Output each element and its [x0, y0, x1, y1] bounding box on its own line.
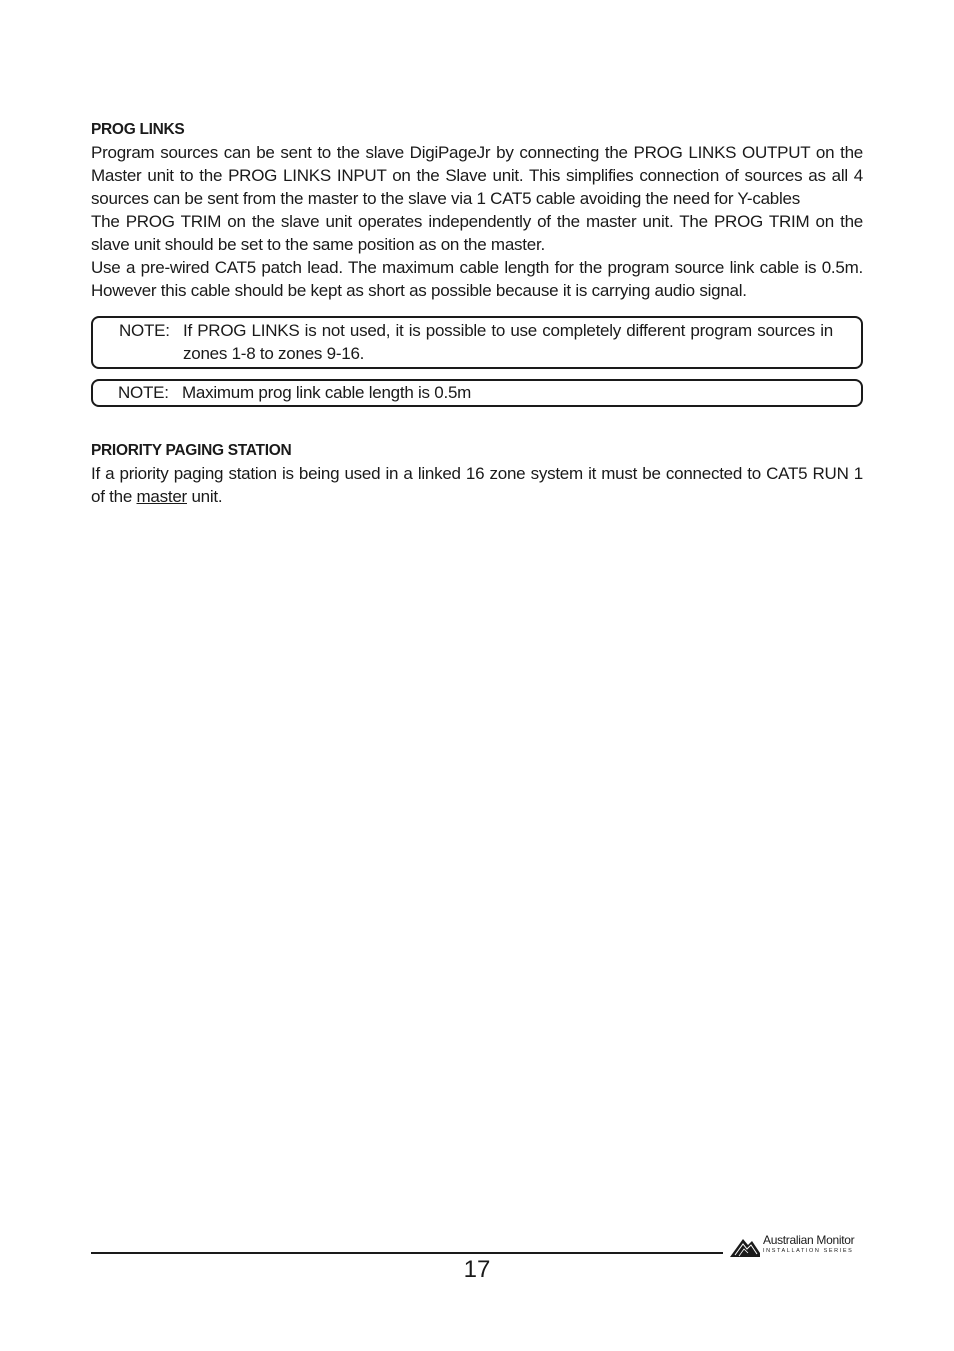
footer-rule — [91, 1252, 723, 1254]
note-label: NOTE: — [119, 321, 170, 340]
page-number: 17 — [463, 1256, 491, 1283]
section-heading-prog-links: PROG LINKS — [91, 121, 185, 138]
note-box-prog-links — [91, 316, 863, 369]
note-box-cable-length — [91, 379, 863, 407]
document-body — [91, 118, 863, 508]
mountain-logo-icon — [730, 1235, 760, 1257]
note-text: Maximum prog link cable length is 0.5m — [182, 383, 472, 402]
logo-subtitle: INSTALLATION SERIES — [763, 1248, 854, 1254]
underlined-master: master — [136, 487, 187, 506]
paragraph-patch-lead: Use a pre-wired CAT5 patch lead. The maximum cable length for the program source link cable is 0.5m. However this cable should be kept as short as possible because it is carrying audio signal. — [91, 258, 863, 300]
section-heading-priority-paging: PRIORITY PAGING STATION — [91, 442, 292, 459]
logo-name: Australian Monitor — [763, 1233, 855, 1247]
paragraph-prog-trim: The PROG TRIM on the slave unit operates independently of the master unit. The PROG TRIM on the slave unit should be set to the same position as on the master. — [91, 212, 863, 254]
paragraph-prog-links-intro: Program sources can be sent to the slave DigiPageJr by connecting the PROG LINKS OUTPUT on the Master unit to the PROG LINKS INPUT on the Slave unit. This simplifies connection of sources as all 4 sources can be sent from the master to the slave via 1 CAT5 cable avoiding the need for Y-cables — [91, 143, 863, 208]
paragraph-priority-paging: If a priority paging station is being used in a linked 16 zone system it must be connected to CAT5 RUN 1 of the master unit. — [91, 464, 863, 506]
note-label: NOTE: — [118, 383, 169, 402]
brand-logo — [730, 1233, 864, 1259]
note-text: If PROG LINKS is not used, it is possible to use completely different program sources in zones 1-8 to zones 9-16. — [183, 321, 833, 363]
